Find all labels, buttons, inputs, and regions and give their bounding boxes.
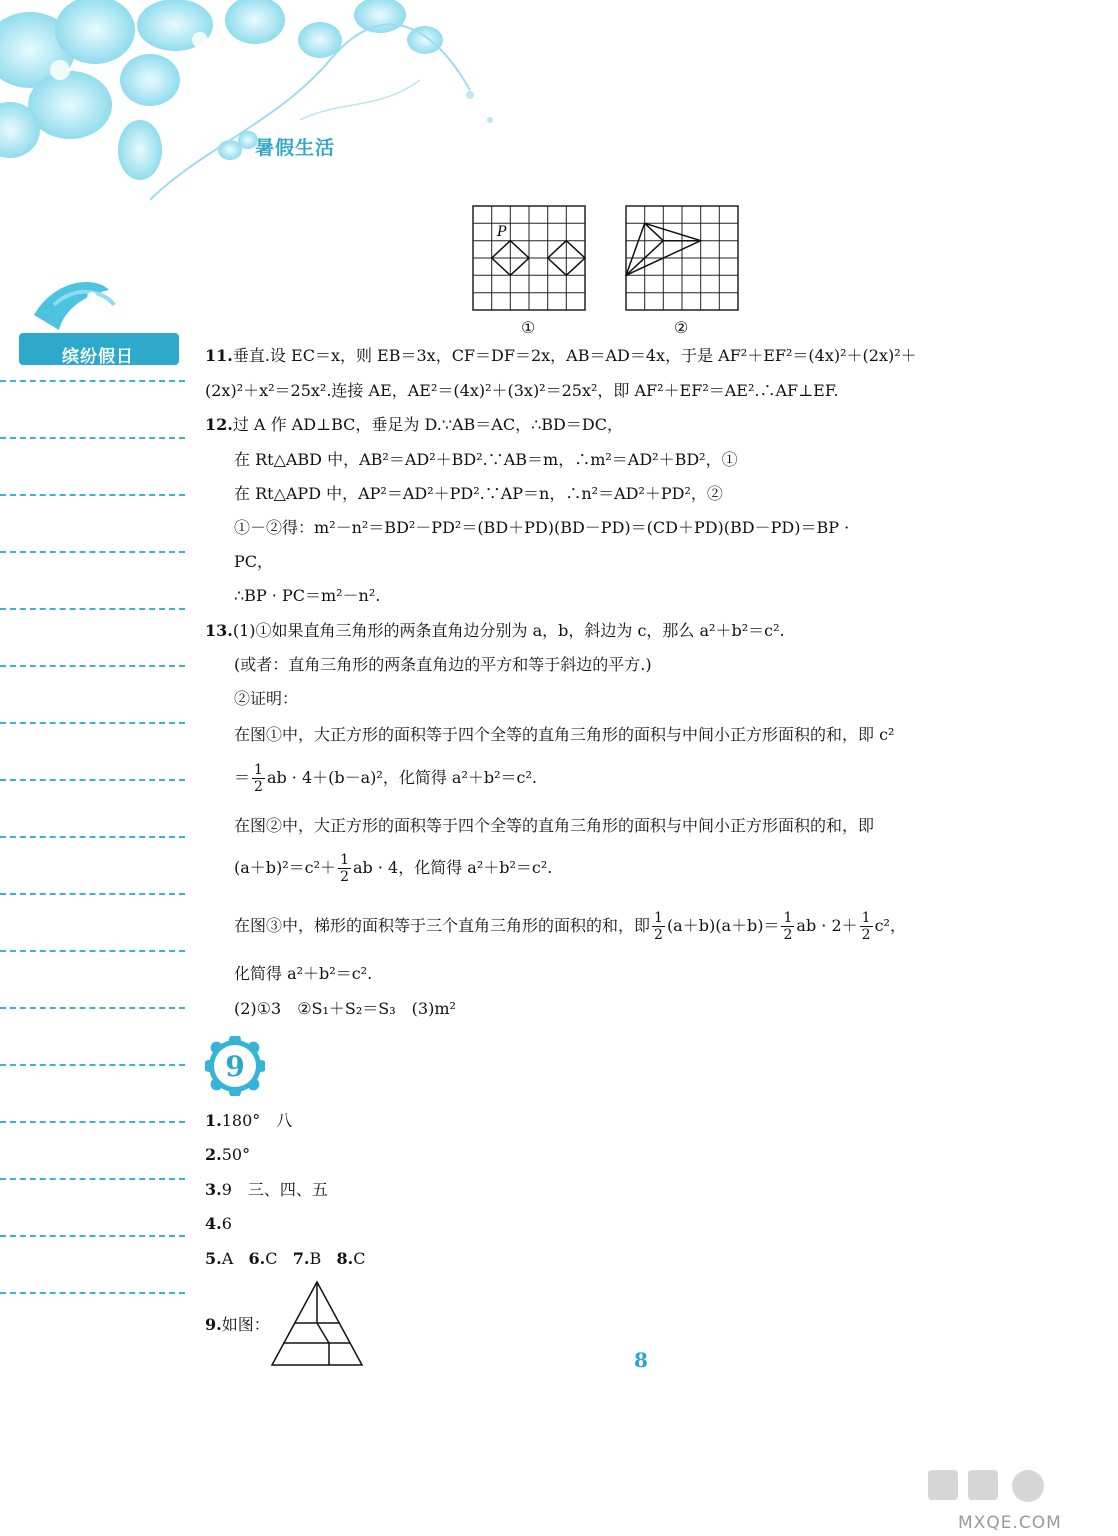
divider bbox=[0, 1064, 185, 1066]
divider bbox=[0, 494, 185, 496]
text: A bbox=[221, 1249, 234, 1268]
text: ab · 4，化简得 a²＋b²＝c². bbox=[352, 858, 553, 877]
divider bbox=[0, 950, 185, 952]
grid-figure-1 bbox=[472, 205, 586, 311]
text: 如图： bbox=[221, 1315, 270, 1334]
q13-line-3: ②证明： bbox=[234, 689, 299, 708]
question-number: 3. bbox=[205, 1180, 222, 1199]
q13-line-1 bbox=[205, 620, 785, 642]
q13-line-6: 在图②中，大正方形的面积等于四个全等的直角三角形的面积与中间小正方形面积的和，即 bbox=[234, 816, 875, 835]
q11-line-2: (2x)²＋x²＝25x².连接 AE，AE²＝(4x)²＋(3x)²＝25x²，即 AF²＋EF²＝AE².∴AF⊥EF. bbox=[205, 381, 839, 400]
question-number: 6. bbox=[248, 1249, 266, 1268]
section-number: 9 bbox=[225, 1050, 245, 1083]
question-number: 7. bbox=[292, 1249, 310, 1268]
watermark-text: MXQE.COM bbox=[958, 1513, 1062, 1533]
divider bbox=[0, 665, 185, 667]
numerator: 1 bbox=[340, 852, 349, 868]
divider bbox=[0, 1235, 185, 1237]
fraction bbox=[652, 910, 665, 943]
question-number: 11. bbox=[205, 346, 233, 365]
figure-caption-2: ② bbox=[674, 318, 689, 337]
text: 垂直.设 EC＝x，则 EB＝3x，CF＝DF＝2x，AB＝AD＝4x，于是 AF²＋EF²＝(4x)²＋(2x)²＋ bbox=[232, 346, 917, 365]
q12-line-1 bbox=[205, 414, 623, 436]
text: 180° 八 bbox=[221, 1111, 293, 1130]
divider bbox=[0, 836, 185, 838]
q13-line-10: (2)①3 ②S₁＋S₂＝S₃ (3)m² bbox=[234, 999, 456, 1018]
fraction bbox=[252, 762, 265, 795]
text: 9 三、四、五 bbox=[221, 1180, 328, 1199]
divider bbox=[0, 1178, 185, 1180]
text: 6 bbox=[221, 1214, 232, 1233]
numerator: 1 bbox=[861, 910, 871, 926]
divider bbox=[0, 1292, 185, 1294]
answer-2 bbox=[205, 1144, 250, 1166]
text: ＝ bbox=[234, 768, 251, 787]
q11-line-1 bbox=[205, 345, 917, 367]
text: B bbox=[309, 1249, 322, 1268]
question-number: 2. bbox=[205, 1145, 222, 1164]
divider bbox=[0, 608, 185, 610]
text: (a＋b)²＝c²＋ bbox=[234, 858, 337, 877]
q13-line-8 bbox=[234, 910, 906, 943]
q12-line-2: 在 Rt△ABD 中，AB²＝AD²＋BD².∵AB＝m，∴m²＝AD²＋BD²，① bbox=[234, 450, 738, 469]
numerator: 1 bbox=[254, 762, 263, 778]
divider bbox=[0, 1007, 185, 1009]
q13-line-2: (或者：直角三角形的两条直角边的平方和等于斜边的平方.) bbox=[234, 655, 652, 674]
text: ab · 2＋ bbox=[796, 916, 858, 935]
divider bbox=[0, 551, 185, 553]
question-number: 1. bbox=[205, 1111, 222, 1130]
q13-line-7 bbox=[234, 852, 552, 885]
text: (1)①如果直角三角形的两条直角边分别为 a，b，斜边为 c，那么 a²＋b²＝c². bbox=[232, 621, 785, 640]
divider bbox=[0, 779, 185, 781]
text: 过 A 作 AD⊥BC，垂足为 D.∵AB＝AC，∴BD＝DC， bbox=[232, 415, 623, 434]
floral-decoration bbox=[0, 0, 520, 260]
text: C bbox=[265, 1249, 278, 1268]
divider bbox=[0, 380, 185, 382]
q12-line-3: 在 Rt△APD 中，AP²＝AD²＋PD².∵AP＝n，∴n²＝AD²＋PD²，② bbox=[234, 484, 723, 503]
q12-line-6: ∴BP · PC＝m²－n². bbox=[234, 586, 381, 605]
answer-4 bbox=[205, 1213, 232, 1235]
question-number: 8. bbox=[336, 1249, 354, 1268]
denominator: 2 bbox=[783, 927, 793, 943]
numerator: 1 bbox=[783, 910, 793, 926]
divider bbox=[0, 437, 185, 439]
q13-line-4: 在图①中，大正方形的面积等于四个全等的直角三角形的面积与中间小正方形面积的和，即 c² bbox=[234, 725, 895, 744]
fraction bbox=[781, 910, 794, 943]
denominator: 2 bbox=[861, 927, 871, 943]
answer-9 bbox=[205, 1314, 270, 1336]
divider bbox=[0, 893, 185, 895]
q13-line-5 bbox=[234, 762, 537, 795]
q12-line-5: PC， bbox=[234, 552, 274, 571]
denominator: 2 bbox=[654, 927, 663, 943]
question-number: 12. bbox=[205, 415, 233, 434]
header-title: 暑假生活 bbox=[255, 137, 336, 159]
question-number: 13. bbox=[205, 621, 233, 640]
text: (a＋b)(a＋b)＝ bbox=[666, 916, 780, 935]
divider bbox=[0, 722, 185, 724]
sidebar-label: 缤纷假日 bbox=[62, 347, 134, 367]
question-number: 5. bbox=[205, 1249, 222, 1268]
q12-line-4: ①－②得：m²－n²＝BD²－PD²＝(BD＋PD)(BD－PD)＝(CD＋PD)(BD－PD)＝BP · bbox=[234, 518, 850, 537]
text: 50° bbox=[221, 1145, 251, 1164]
answer-5-8 bbox=[205, 1248, 365, 1270]
grid-figure-2 bbox=[625, 205, 739, 311]
point-label-p: P bbox=[497, 224, 507, 240]
divider bbox=[0, 1121, 185, 1123]
fraction bbox=[338, 852, 351, 885]
text: C bbox=[353, 1249, 366, 1268]
fraction bbox=[860, 910, 873, 943]
text: 在图③中，梯形的面积等于三个直角三角形的面积的和，即 bbox=[234, 916, 651, 935]
numerator: 1 bbox=[654, 910, 663, 926]
page-number: 8 bbox=[634, 1348, 648, 1372]
figure-caption-1: ① bbox=[521, 318, 536, 337]
page-number-row bbox=[0, 1348, 1118, 1372]
q13-line-9: 化简得 a²＋b²＝c². bbox=[234, 964, 373, 983]
answer-3 bbox=[205, 1179, 328, 1201]
question-number: 9. bbox=[205, 1315, 222, 1334]
denominator: 2 bbox=[254, 779, 263, 795]
text: c²， bbox=[874, 916, 906, 935]
section-badge bbox=[205, 1036, 265, 1096]
text: ab · 4＋(b－a)²，化简得 a²＋b²＝c². bbox=[266, 768, 537, 787]
answer-1 bbox=[205, 1110, 292, 1132]
question-number: 4. bbox=[205, 1214, 222, 1233]
denominator: 2 bbox=[340, 869, 349, 885]
